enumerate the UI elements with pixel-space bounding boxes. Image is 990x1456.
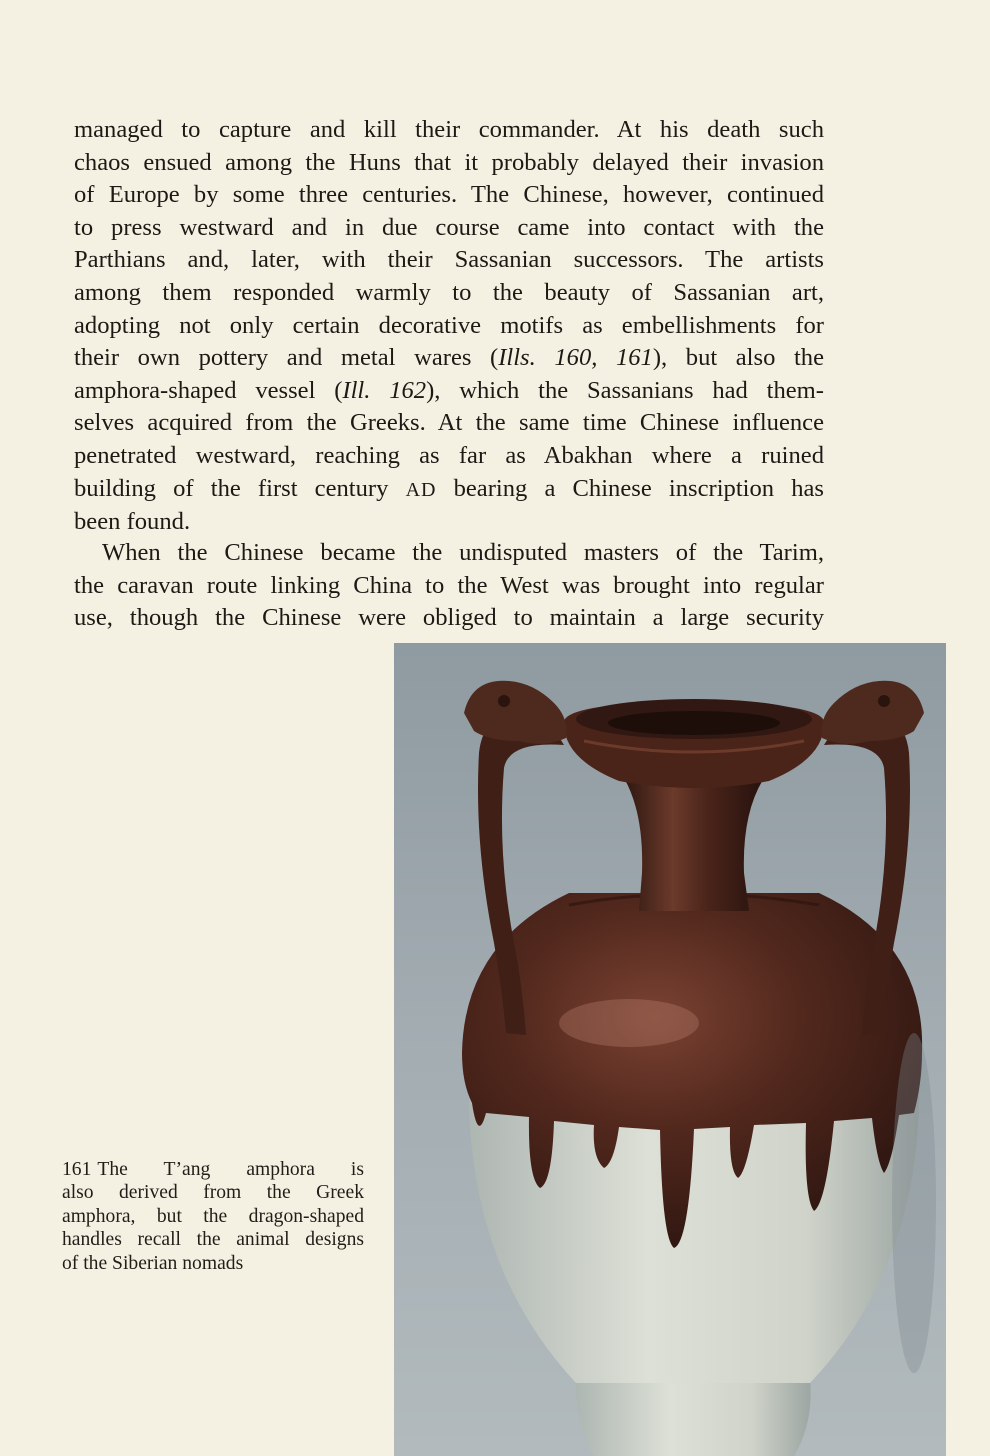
illustration-reference: Ills. 160, 161 [498, 344, 653, 372]
text-line: the caravan route linking China to the West was brought into regular [74, 571, 824, 599]
paragraph-2 [74, 537, 824, 635]
figure-caption [62, 1158, 364, 1275]
text-line [74, 375, 824, 408]
caption-line: handles recall the animal designs [62, 1229, 364, 1251]
text-line: to press westward and in due course came into contact with the [74, 213, 824, 241]
text-line: adopting not only certain decorative motifs as embellishments for [74, 311, 824, 339]
text-line: among them responded warmly to the beauty of Sassanian art, [74, 278, 824, 306]
text-line: penetrated westward, reaching as far as Abakhan where a ruined [74, 441, 824, 469]
caption-text: The T’ang amphora is [97, 1159, 364, 1180]
text-line: Parthians and, later, with their Sassanian successors. The artists [74, 246, 824, 274]
text-line: managed to capture and kill their commander. At his death such [74, 116, 824, 143]
text-line: use, though the Chinese were obliged to maintain a large security [74, 604, 824, 632]
text-run: amphora-shaped vessel ( [74, 376, 343, 404]
figure-number: 161 [62, 1159, 92, 1180]
illustration-reference: Ill. 162 [342, 376, 427, 404]
paragraph-1 [74, 114, 824, 539]
era-abbreviation: AD [405, 478, 437, 501]
text-line: When the Chinese became the undisputed masters of the Tarim, [102, 539, 824, 566]
text-line: chaos ensued among the Huns that it probably delayed their invasion [74, 148, 824, 176]
text-line: of Europe by some three centuries. The Chinese, however, continued [74, 181, 824, 209]
text-run: ), but also the [652, 344, 824, 372]
text-line: been found. [74, 508, 191, 536]
caption-line [62, 1158, 364, 1181]
text-line: selves acquired from the Greeks. At the same time Chinese influence [74, 409, 824, 437]
text-line [74, 342, 824, 375]
caption-line: amphora, but the dragon-shaped [62, 1205, 364, 1227]
text-run: ), which the Sassanians had them- [426, 376, 825, 404]
text-run: building of the first century [74, 474, 406, 502]
text-line [74, 473, 824, 507]
text-run: their own pottery and metal wares ( [74, 344, 499, 372]
amphora-photograph [394, 643, 946, 1456]
text-run: bearing a Chinese inscription has [436, 474, 824, 502]
caption-line: also derived from the Greek [62, 1182, 364, 1204]
caption-line: of the Siberian nomads [62, 1252, 244, 1274]
